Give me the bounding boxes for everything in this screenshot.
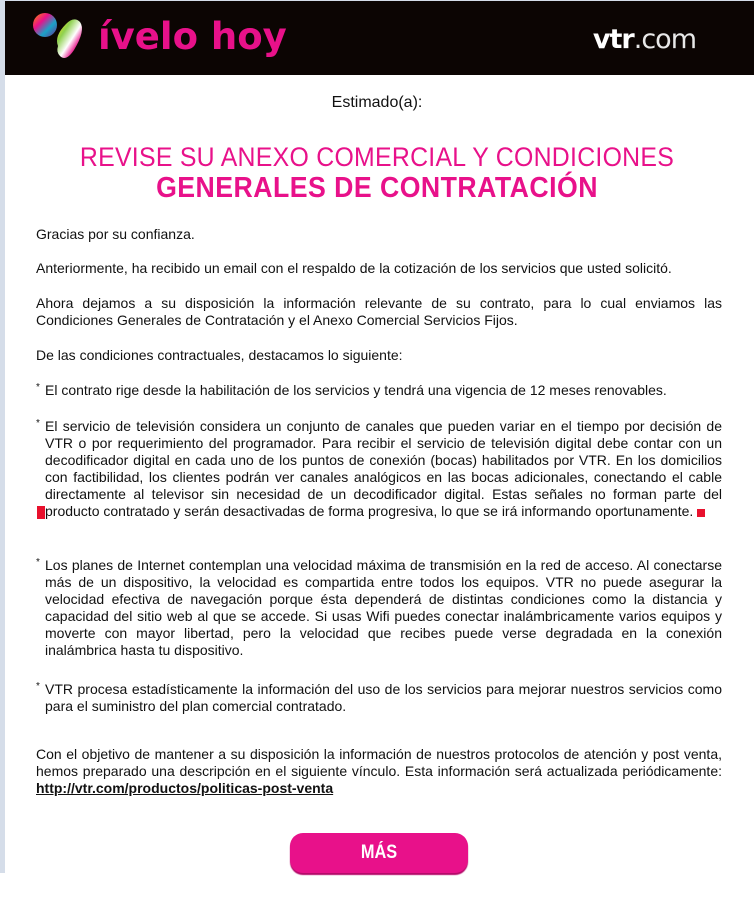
- velo-hoy-logo-text: ívelo hoy: [98, 15, 287, 58]
- bullet-item-statistics: [36, 681, 722, 715]
- bullet-text: Los planes de Internet contemplan una velocidad máxima de transmisión en la red de acceso. Al conectarse más de un dispositivo, la velocidad es compartida entre todos los equipos. VTR no puede asegurar la velocidad efectiva de navegación porque ésta dependerá de distintas condiciones como la distancia y capacidad del sitio web al que se accede. Si usas Wifi puedes conectar inalámbricamente varios equipos y moverte con mayor libertad, pero la velocidad que recibes puede verse degradada en la conexión inalámbrica hasta tu dispositivo.: [45, 557, 722, 658]
- bullet-marker: *: [36, 557, 40, 568]
- bullet-marker: *: [36, 382, 40, 393]
- documents-paragraph: Ahora dejamos a su disposición la información relevante de su contrato, para lo cual enviamos las Condiciones Generales de Contratación y el Anexo Comercial Servicios Fijos.: [36, 295, 722, 328]
- highlights-intro: De las condiciones contractuales, destacamos lo siguiente:: [36, 347, 403, 363]
- more-info-button[interactable]: [290, 833, 468, 903]
- vtr-com-logo[interactable]: [593, 25, 696, 55]
- vtr-logo-bold: vtr: [592, 24, 634, 55]
- vtr-logo-domain: .com: [633, 24, 696, 55]
- previous-email-paragraph: Anteriormente, ha recibido un email con el respaldo de la cotización de los servicios que usted solicitó.: [36, 260, 672, 276]
- headline-line-2: GENERALES DE CONTRATACIÓN: [156, 172, 598, 204]
- bullet-marker: *: [36, 681, 40, 692]
- headline-line-1: REVISE SU ANEXO COMERCIAL Y CONDICIONES: [79, 142, 675, 172]
- bullet-marker: *: [36, 418, 40, 429]
- greeting: Estimado(a):: [331, 94, 423, 111]
- thanks-paragraph: Gracias por su confianza.: [36, 226, 195, 242]
- bullet-text: [45, 418, 722, 520]
- email-header-banner: [5, 1, 754, 75]
- bullet-text-part-2: Estas señales no forman parte del producto contratado y serán desactivadas de forma progresiva, lo que se irá informando oportunamente.: [45, 486, 722, 519]
- bullet-item-internet: [36, 557, 722, 659]
- post-sale-paragraph: [36, 746, 722, 797]
- window-left-border: [0, 0, 5, 873]
- colorful-heart-logo-icon: [28, 10, 98, 66]
- velo-hoy-logo: [28, 10, 288, 66]
- bullet-text: VTR procesa estadísticamente la información del uso de los servicios para mejorar nuestros servicios como para el suministro del plan comercial contratado.: [45, 681, 722, 714]
- bullet-item-contract-term: [36, 382, 722, 399]
- post-sale-text: Con el objetivo de mantener a su disposición la información de nuestros protocolos de atención y post venta, hemos preparado una descripción en el siguiente vínculo. Esta información será actualizada periódicamente:: [36, 746, 722, 779]
- post-sale-policy-link[interactable]: http://vtr.com/productos/politicas-post-venta: [36, 780, 334, 796]
- bullet-text: El contrato rige desde la habilitación de los servicios y tendrá una vigencia de 12 meses renovables.: [45, 382, 667, 398]
- bullet-text-part-1: El servicio de televisión considera un conjunto de canales que pueden variar en el tiempo por decisión de VTR o por requerimiento del programador. Para recibir el servicio de televisión digital debe contar con un decodificador digital en cada uno de los puntos de conexión (bocas) habilitados por VTR. En los domicilios con factibilidad, los clientes podrán ver canales analógicos en las bocas adicionales, conectando el cable directamente al televisor sin necesidad de un decodificador digital.: [45, 418, 722, 502]
- red-marker-icon: [37, 506, 45, 519]
- red-marker-icon: [697, 509, 705, 517]
- bullet-item-television: [36, 418, 722, 520]
- more-info-button-label: MÁS INFORMACIÓN: [320, 842, 438, 903]
